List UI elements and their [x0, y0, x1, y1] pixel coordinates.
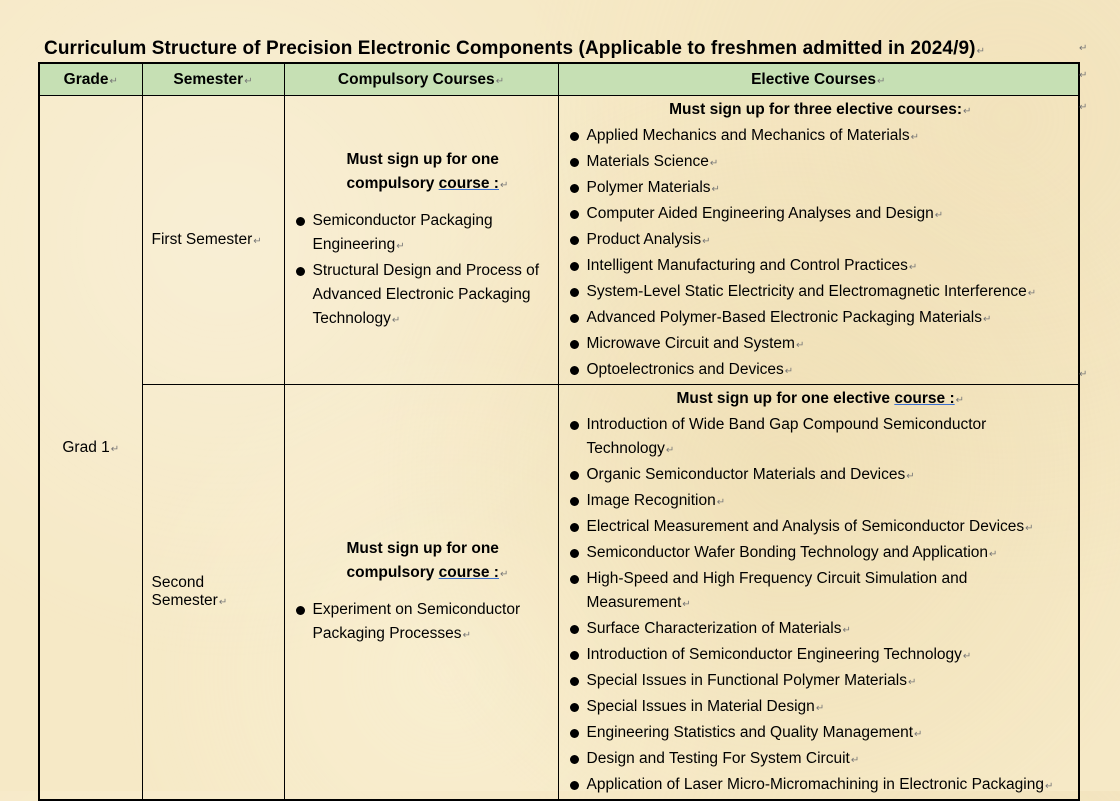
list-item: Intelligent Manufacturing and Control Practices↵	[569, 254, 1073, 280]
list-item: Product Analysis↵	[569, 228, 1073, 254]
compulsory-list	[295, 209, 552, 333]
compulsory-cell	[284, 385, 558, 801]
header-semester: Semester↵	[142, 63, 284, 96]
elective-cell	[558, 96, 1079, 385]
paragraph-mark: ↵	[1079, 369, 1088, 380]
elective-heading: Must sign up for three elective courses:↵	[669, 101, 972, 118]
paragraph-mark: ↵	[1079, 102, 1088, 113]
list-item: Experiment on Semiconductor Packaging Processes↵	[295, 598, 552, 648]
semester-name: First Semester↵	[142, 96, 284, 385]
list-item: Image Recognition↵	[569, 489, 1073, 515]
elective-list	[569, 413, 1073, 799]
grade-cell: Grad 1↵	[39, 96, 142, 801]
elective-list	[569, 124, 1073, 384]
compulsory-heading: Must sign up for one compulsory course :↵	[346, 539, 509, 581]
compulsory-heading: Must sign up for one compulsory course :↵	[346, 150, 509, 192]
list-item: Microwave Circuit and System↵	[569, 332, 1073, 358]
list-item: Semiconductor Packaging Engineering↵	[295, 209, 552, 259]
list-item: Design and Testing For System Circuit↵	[569, 747, 1073, 773]
paragraph-mark: ↵	[1079, 70, 1088, 81]
list-item: Special Issues in Material Design↵	[569, 695, 1073, 721]
list-item: Applied Mechanics and Mechanics of Materials↵	[569, 124, 1073, 150]
curriculum-table	[38, 62, 1080, 801]
list-item: Polymer Materials↵	[569, 176, 1073, 202]
list-item: Application of Laser Micro-Micromachining in Electronic Packaging↵	[569, 773, 1073, 799]
compulsory-cell	[284, 96, 558, 385]
list-item: Organic Semiconductor Materials and Devices↵	[569, 463, 1073, 489]
list-item: High-Speed and High Frequency Circuit Simulation and Measurement↵	[569, 567, 1073, 617]
paragraph-mark: ↵	[976, 46, 986, 57]
list-item: System-Level Static Electricity and Electromagnetic Interference↵	[569, 280, 1073, 306]
list-item: Engineering Statistics and Quality Management↵	[569, 721, 1073, 747]
list-item: Electrical Measurement and Analysis of Semiconductor Devices↵	[569, 515, 1073, 541]
list-item: Introduction of Semiconductor Engineering Technology↵	[569, 643, 1073, 669]
header-row	[39, 63, 1079, 96]
page-title: Curriculum Structure of Precision Electronic Components (Applicable to freshmen admitted in 2024/9)↵	[44, 38, 986, 59]
semester-name: Second Semester↵	[142, 385, 284, 801]
list-item: Semiconductor Wafer Bonding Technology and Application↵	[569, 541, 1073, 567]
elective-cell	[558, 385, 1079, 801]
paragraph-mark: ↵	[1079, 43, 1088, 54]
header-compulsory: Compulsory Courses↵	[284, 63, 558, 96]
list-item: Structural Design and Process of Advanced Electronic Packaging Technology↵	[295, 259, 552, 333]
list-item: Materials Science↵	[569, 150, 1073, 176]
list-item: Introduction of Wide Band Gap Compound Semiconductor Technology↵	[569, 413, 1073, 463]
list-item: Special Issues in Functional Polymer Materials↵	[569, 669, 1073, 695]
semester-row-2	[39, 385, 1079, 801]
list-item: Surface Characterization of Materials↵	[569, 617, 1073, 643]
elective-heading: Must sign up for one elective course :↵	[676, 390, 965, 407]
header-elective: Elective Courses↵	[558, 63, 1079, 96]
compulsory-list	[295, 598, 552, 648]
semester-row-1	[39, 96, 1079, 385]
list-item: Computer Aided Engineering Analyses and Design↵	[569, 202, 1073, 228]
list-item: Optoelectronics and Devices↵	[569, 358, 1073, 384]
list-item: Advanced Polymer-Based Electronic Packaging Materials↵	[569, 306, 1073, 332]
header-grade: Grade↵	[39, 63, 142, 96]
